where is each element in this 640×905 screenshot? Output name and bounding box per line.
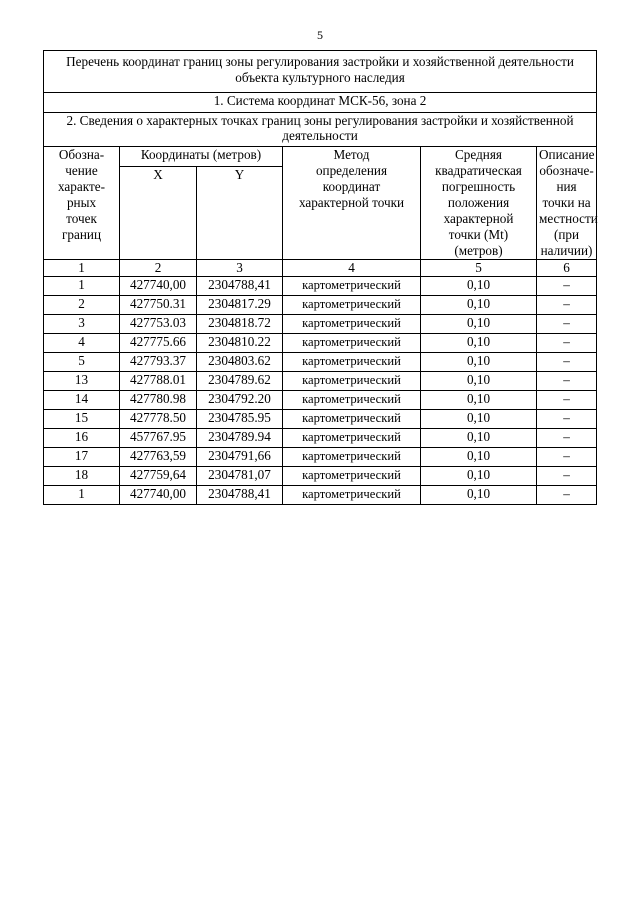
cell-method: картометрический xyxy=(283,486,421,505)
column-number: 1 xyxy=(44,260,120,277)
cell-point: 17 xyxy=(44,448,120,467)
cell-description: – xyxy=(537,429,597,448)
cell-description: – xyxy=(537,315,597,334)
coordinate-system: 1. Система координат МСК-56, зона 2 xyxy=(44,93,597,113)
column-number: 3 xyxy=(197,260,283,277)
cell-y: 2304810.22 xyxy=(197,334,283,353)
header-x: X xyxy=(120,166,197,259)
cell-x: 427763,59 xyxy=(120,448,197,467)
cell-method: картометрический xyxy=(283,296,421,315)
cell-y: 2304789.62 xyxy=(197,372,283,391)
table-row xyxy=(44,334,597,353)
column-number: 5 xyxy=(421,260,537,277)
cell-method: картометрический xyxy=(283,334,421,353)
cell-accuracy: 0,10 xyxy=(421,391,537,410)
column-number: 6 xyxy=(537,260,597,277)
cell-accuracy: 0,10 xyxy=(421,372,537,391)
cell-point: 5 xyxy=(44,353,120,372)
table-row xyxy=(44,486,597,505)
table-row xyxy=(44,353,597,372)
cell-method: картометрический xyxy=(283,467,421,486)
cell-accuracy: 0,10 xyxy=(421,429,537,448)
header-y: Y xyxy=(197,166,283,259)
cell-point: 14 xyxy=(44,391,120,410)
cell-accuracy: 0,10 xyxy=(421,410,537,429)
cell-y: 2304789.94 xyxy=(197,429,283,448)
cell-x: 427775.66 xyxy=(120,334,197,353)
coordinates-table xyxy=(43,50,597,505)
cell-point: 18 xyxy=(44,467,120,486)
cell-x: 427778.50 xyxy=(120,410,197,429)
cell-description: – xyxy=(537,296,597,315)
cell-x: 427740,00 xyxy=(120,486,197,505)
table-row xyxy=(44,429,597,448)
cell-accuracy: 0,10 xyxy=(421,277,537,296)
cell-method: картометрический xyxy=(283,429,421,448)
table-body xyxy=(44,277,597,505)
cell-description: – xyxy=(537,277,597,296)
cell-y: 2304792.20 xyxy=(197,391,283,410)
table-row xyxy=(44,372,597,391)
table-row xyxy=(44,277,597,296)
cell-description: – xyxy=(537,391,597,410)
cell-method: картометрический xyxy=(283,391,421,410)
cell-x: 427788.01 xyxy=(120,372,197,391)
header-coordinates: Координаты (метров) xyxy=(120,147,283,167)
cell-description: – xyxy=(537,372,597,391)
cell-accuracy: 0,10 xyxy=(421,467,537,486)
table-row xyxy=(44,467,597,486)
table-title: Перечень координат границ зоны регулирования застройки и хозяйственной деятельности объекта культурного наследия xyxy=(44,51,597,93)
cell-method: картометрический xyxy=(283,372,421,391)
cell-method: картометрический xyxy=(283,410,421,429)
cell-point: 15 xyxy=(44,410,120,429)
column-number-row xyxy=(44,260,597,277)
table-row xyxy=(44,448,597,467)
header-accuracy: Средняя квадратическая погрешность положения характерной точки (Mt) (метров) xyxy=(421,147,537,260)
cell-y: 2304788,41 xyxy=(197,486,283,505)
cell-y: 2304803.62 xyxy=(197,353,283,372)
cell-y: 2304788,41 xyxy=(197,277,283,296)
cell-accuracy: 0,10 xyxy=(421,296,537,315)
cell-description: – xyxy=(537,353,597,372)
cell-accuracy: 0,10 xyxy=(421,353,537,372)
cell-y: 2304818.72 xyxy=(197,315,283,334)
header-method: Метод определения координат характерной точки xyxy=(283,147,421,260)
header-point-designation: Обозна- чение характе- рных точек границ xyxy=(44,147,120,260)
cell-method: картометрический xyxy=(283,353,421,372)
cell-x: 427759,64 xyxy=(120,467,197,486)
table-row xyxy=(44,391,597,410)
table-row xyxy=(44,315,597,334)
section-title: 2. Сведения о характерных точках границ зоны регулирования застройки и хозяйственной деятельности xyxy=(44,113,597,147)
cell-x: 427793.37 xyxy=(120,353,197,372)
cell-x: 457767.95 xyxy=(120,429,197,448)
column-number: 2 xyxy=(120,260,197,277)
cell-point: 3 xyxy=(44,315,120,334)
cell-description: – xyxy=(537,467,597,486)
cell-point: 16 xyxy=(44,429,120,448)
table-row xyxy=(44,296,597,315)
cell-accuracy: 0,10 xyxy=(421,315,537,334)
table-row xyxy=(44,410,597,429)
cell-method: картометрический xyxy=(283,277,421,296)
header-description: Описание обозначе- ния точки на местности (при наличии) xyxy=(537,147,597,260)
cell-point: 13 xyxy=(44,372,120,391)
cell-y: 2304781,07 xyxy=(197,467,283,486)
cell-description: – xyxy=(537,410,597,429)
cell-y: 2304817.29 xyxy=(197,296,283,315)
cell-point: 1 xyxy=(44,486,120,505)
cell-description: – xyxy=(537,486,597,505)
cell-point: 2 xyxy=(44,296,120,315)
cell-accuracy: 0,10 xyxy=(421,486,537,505)
page-number: 5 xyxy=(317,28,323,42)
cell-x: 427753.03 xyxy=(120,315,197,334)
column-number: 4 xyxy=(283,260,421,277)
cell-method: картометрический xyxy=(283,448,421,467)
cell-point: 1 xyxy=(44,277,120,296)
cell-y: 2304791,66 xyxy=(197,448,283,467)
cell-accuracy: 0,10 xyxy=(421,448,537,467)
cell-x: 427740,00 xyxy=(120,277,197,296)
cell-description: – xyxy=(537,448,597,467)
cell-description: – xyxy=(537,334,597,353)
cell-method: картометрический xyxy=(283,315,421,334)
cell-x: 427780.98 xyxy=(120,391,197,410)
cell-point: 4 xyxy=(44,334,120,353)
cell-x: 427750.31 xyxy=(120,296,197,315)
cell-y: 2304785.95 xyxy=(197,410,283,429)
cell-accuracy: 0,10 xyxy=(421,334,537,353)
